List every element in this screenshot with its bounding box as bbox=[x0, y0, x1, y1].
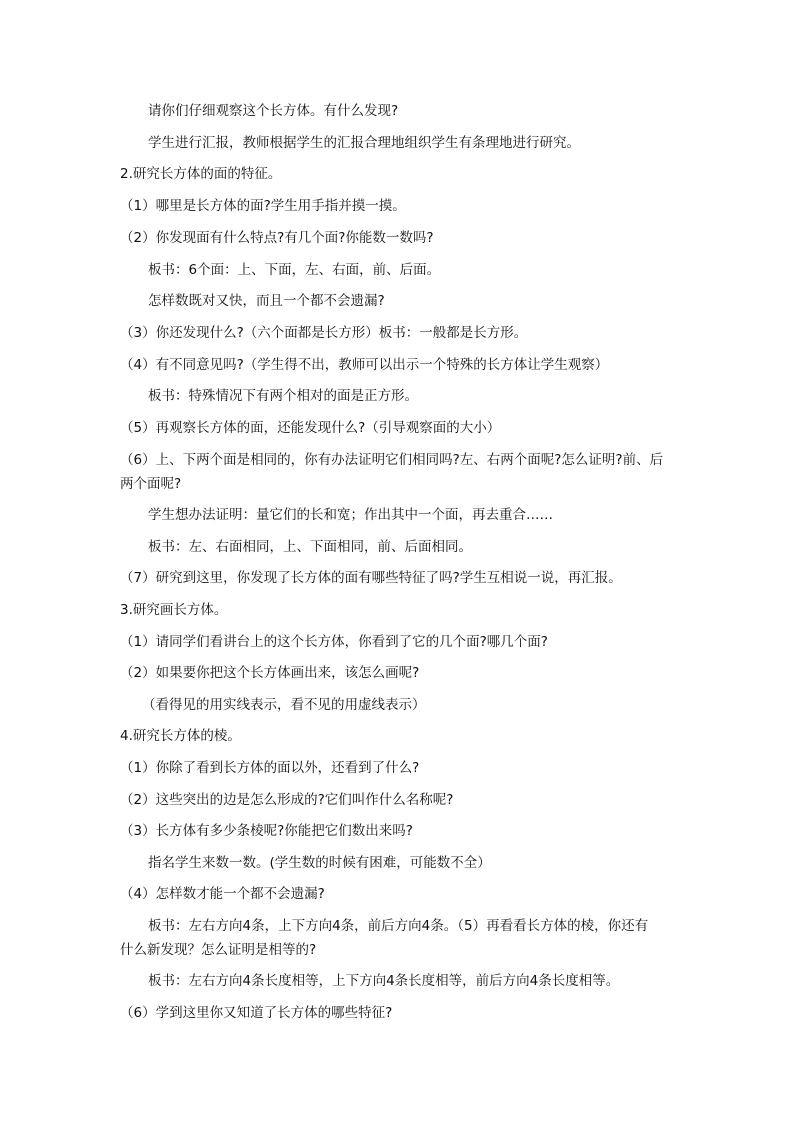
paragraph-line: （6）上、下两个面是相同的，你有办法证明它们相同吗?左、右两个面呢?怎么证明?前、后 bbox=[120, 452, 664, 468]
paragraph-line: 板书：左右方向4条，上下方向4条，前后方向4条。（5）再看看长方体的棱，你还有 bbox=[148, 918, 649, 934]
paragraph-line: （4）怎样数才能一个都不会遗漏? bbox=[120, 886, 325, 902]
paragraph-line: 板书：左右方向4条长度相等，上下方向4条长度相等，前后方向4条长度相等。 bbox=[148, 973, 620, 989]
paragraph-line: （6）学到这里你又知道了长方体的哪些特征? bbox=[120, 1005, 393, 1021]
paragraph-line: 怎样数既对又快，而且一个都不会遗漏? bbox=[148, 293, 385, 309]
paragraph-line: （1）请同学们看讲台上的这个长方体，你看到了它的几个面?哪几个面? bbox=[120, 634, 548, 650]
paragraph-line: （4）有不同意见吗?（学生得不出，教师可以出示一个特殊的长方体让学生观察） bbox=[120, 357, 609, 373]
paragraph-line: （7）研究到这里，你发现了长方体的面有哪些特征了吗?学生互相说一说，再汇报。 bbox=[120, 570, 622, 586]
paragraph-line: 什么新发现？怎么证明是相等的? bbox=[120, 942, 317, 958]
section-heading: 2.研究长方体的面的特征。 bbox=[120, 166, 282, 182]
section-heading: 3.研究画长方体。 bbox=[120, 602, 228, 618]
paragraph-line: 学生想办法证明：量它们的长和宽；作出其中一个面，再去重合…… bbox=[148, 507, 553, 523]
paragraph-line: 学生进行汇报，教师根据学生的汇报合理地组织学生有条理地进行研究。 bbox=[148, 135, 580, 151]
section-heading: 4.研究长方体的棱。 bbox=[120, 728, 241, 744]
paragraph-line: （3）你还发现什么?（六个面都是长方形）板书：一般都是长方形。 bbox=[120, 325, 528, 341]
paragraph-line: （看得见的用实线表示，看不见的用虚线表示） bbox=[142, 697, 426, 713]
paragraph-line: （5）再观察长方体的面，还能发现什么?（引导观察面的大小） bbox=[120, 420, 501, 436]
paragraph-line: 板书：左、右面相同，上、下面相同，前、后面相同。 bbox=[148, 539, 472, 555]
paragraph-line: 指名学生来数一数。(学生数的时候有困难，可能数不全） bbox=[148, 855, 491, 871]
paragraph-line: （2）如果要你把这个长方体画出来，该怎么画呢? bbox=[120, 665, 420, 681]
paragraph-line: （2）这些突出的边是怎么形成的?它们叫作什么名称呢? bbox=[120, 792, 454, 808]
paragraph-line: （1）你除了看到长方体的面以外，还看到了什么? bbox=[120, 760, 420, 776]
paragraph-line: （2）你发现面有什么特点?有几个面?你能数一数吗? bbox=[120, 230, 434, 246]
paragraph-line: （3）长方体有多少条棱呢?你能把它们数出来吗? bbox=[120, 823, 413, 839]
paragraph-line: 两个面呢? bbox=[120, 476, 182, 492]
paragraph-line: 板书：6个面：上、下面，左、右面，前、后面。 bbox=[148, 262, 441, 278]
paragraph-line: 板书：特殊情况下有两个相对的面是正方形。 bbox=[148, 388, 418, 404]
paragraph-line: （1）哪里是长方体的面?学生用手指并摸一摸。 bbox=[120, 198, 406, 214]
paragraph-line: 请你们仔细观察这个长方体。有什么发现? bbox=[148, 103, 399, 119]
